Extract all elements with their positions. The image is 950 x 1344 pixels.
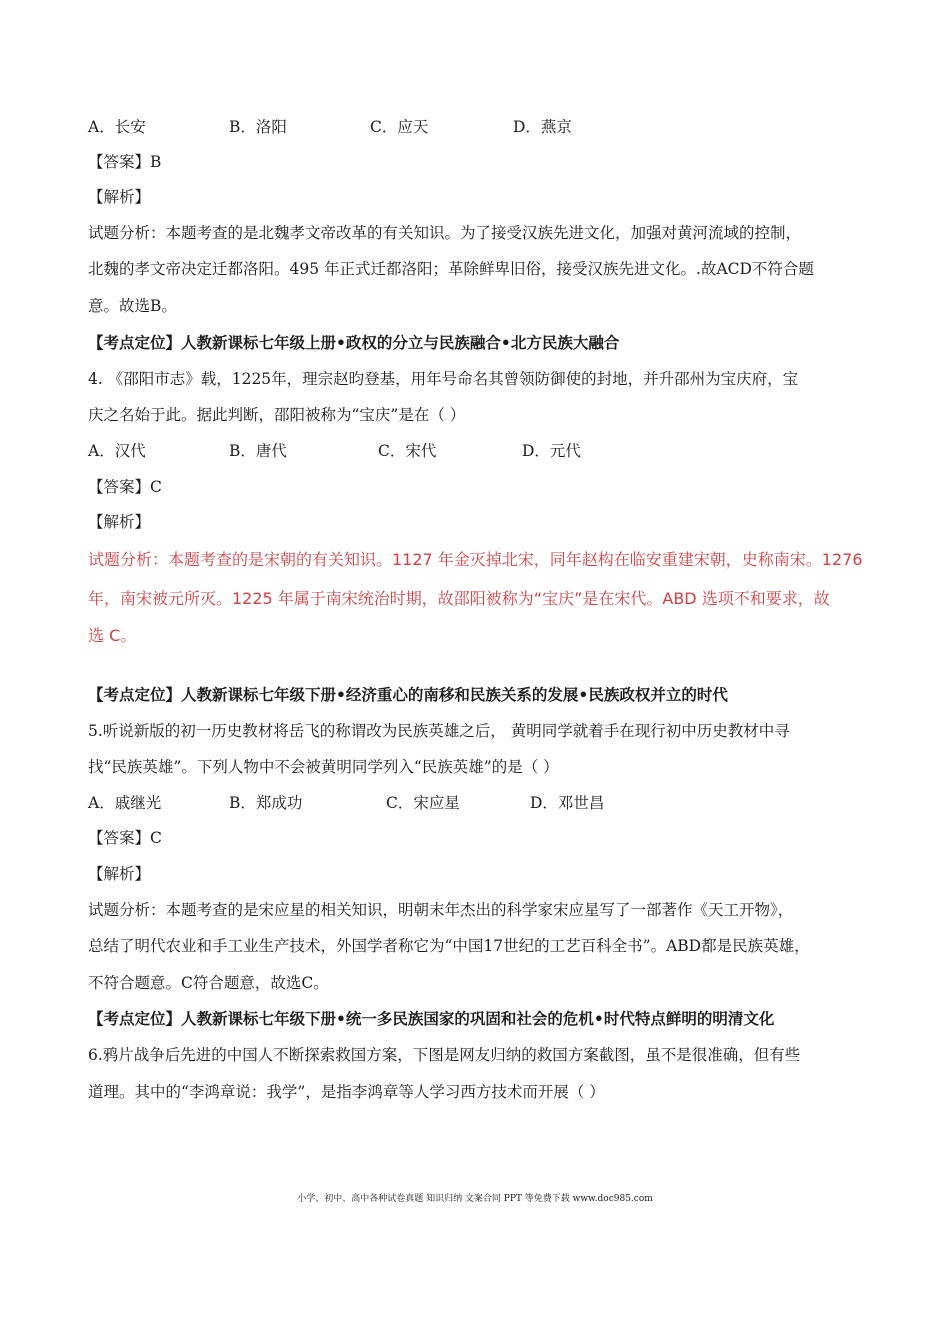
q4-analysis-label: 【解析】: [88, 513, 151, 531]
q3-kaodian: 【考点定位】人教新课标七年级上册•政权的分立与民族融合•北方民族大融合: [88, 333, 620, 352]
q3-analysis-line-2: 北魏的孝文帝决定迁都洛阳。495 年正式迁都洛阳；革除鲜卑旧俗，接受汉族先进文化。.故ACD不符合题: [88, 260, 814, 278]
q3-option-a: A．长安: [88, 118, 146, 136]
q5-analysis-label: 【解析】: [88, 865, 151, 883]
q4-stem-line-1: 4. 《邵阳市志》载，1225年，理宗赵昀登基，用年号命名其曾领防御使的封地，并升邵州为宝庆府，宝: [88, 370, 799, 388]
q3-analysis-line-1: 试题分析：本题考查的是北魏孝文帝改革的有关知识。为了接受汉族先进文化，加强对黄河流域的控制，: [88, 224, 802, 242]
q4-analysis-line-2: 年，南宋被元所灭。1225 年属于南宋统治时期，故邵阳被称为“宝庆”是在宋代。ABD 选项不和要求，故: [88, 589, 830, 608]
q6-stem-line-2: 道理。其中的“李鸿章说：我学”，是指李鸿章等人学习西方技术而开展（ ）: [88, 1083, 605, 1101]
q5-stem-line-1: 5.听说新版的初一历史教材将岳飞的称谓改为民族英雄之后， 黄明同学就着手在现行初中历史教材中寻: [88, 722, 790, 740]
q5-analysis-line-3: 不符合题意。C符合题意，故选C。: [88, 974, 329, 992]
q4-analysis-line-1: 试题分析：本题考查的是宋朝的有关知识。1127 年金灭掉北宋，同年赵构在临安重建宋朝，史称南宋。1276: [88, 550, 863, 569]
q5-option-d: D．邓世昌: [530, 794, 605, 812]
q4-option-b: B．唐代: [229, 442, 287, 460]
q5-option-a: A．戚继光: [88, 794, 162, 812]
q4-answer: 【答案】C: [88, 478, 162, 496]
q4-kaodian: 【考点定位】人教新课标七年级下册•经济重心的南移和民族关系的发展•民族政权并立的时代: [88, 685, 728, 704]
q4-stem-line-2: 庆之名始于此。据此判断，邵阳被称为“宝庆”是在（ ）: [88, 406, 466, 424]
q3-option-b: B．洛阳: [229, 118, 287, 136]
q5-option-c: C．宋应星: [386, 794, 460, 812]
q3-analysis-label: 【解析】: [88, 188, 151, 206]
page-footer: 小学、初中、高中各种试卷真题 知识归纳 文案合同 PPT 等免费下载 www.doc985.com: [297, 1194, 653, 1204]
q3-option-d: D．燕京: [513, 118, 572, 136]
q6-stem-line-1: 6.鸦片战争后先进的中国人不断探索救国方案，下图是网友归纳的救国方案截图，虽不是很准确，但有些: [88, 1046, 801, 1064]
q3-analysis-line-3: 意。故选B。: [88, 297, 177, 315]
q5-kaodian: 【考点定位】人教新课标七年级下册•统一多民族国家的巩固和社会的危机•时代特点鲜明的明清文化: [88, 1009, 775, 1028]
q5-analysis-line-1: 试题分析：本题考查的是宋应星的相关知识，明朝末年杰出的科学家宋应星写了一部著作《天工开物》，: [88, 901, 794, 919]
q3-answer: 【答案】B: [88, 153, 162, 171]
q4-option-c: C．宋代: [378, 442, 437, 460]
q3-option-c: C．应天: [370, 118, 429, 136]
q4-option-a: A．汉代: [88, 442, 146, 460]
q4-analysis-line-3: 选 C。: [88, 626, 137, 645]
q4-option-d: D．元代: [522, 442, 581, 460]
q5-stem-line-2: 找“民族英雄”。下列人物中不会被黄明同学列入“民族英雄”的是（ ）: [88, 758, 559, 776]
q5-option-b: B．郑成功: [229, 794, 303, 812]
q5-answer: 【答案】C: [88, 829, 162, 847]
q5-analysis-line-2: 总结了明代农业和手工业生产技术，外国学者称它为“中国17世纪的工艺百科全书”。ABD都是民族英雄，: [88, 937, 810, 955]
